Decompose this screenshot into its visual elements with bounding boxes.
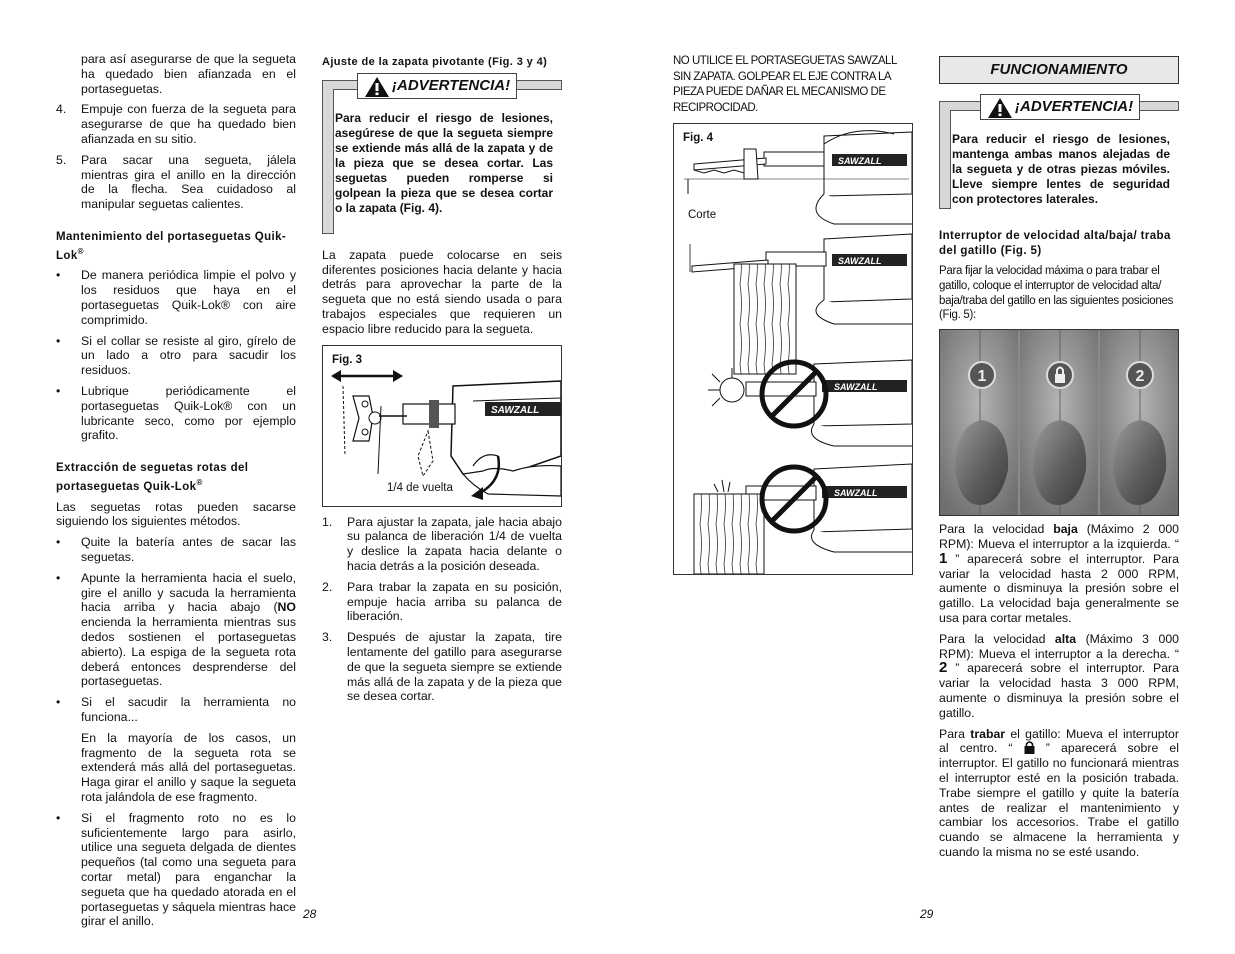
list-item — [56, 535, 296, 565]
bullet: • — [56, 570, 61, 585]
list-item-text: Quite la batería antes de sacar las seguetas. — [81, 535, 296, 564]
warning-box — [322, 76, 562, 234]
step-4 — [56, 102, 296, 146]
text-run: Para la velocidad — [939, 522, 1054, 537]
left-page-column-2 — [322, 52, 562, 710]
maintenance-heading-text: Mantenimiento del portaseguetas Quik-Lok — [56, 230, 287, 262]
registered-mark: ® — [77, 246, 84, 256]
text-run: (Máximo 2 000 RPM): Mueva el interruptor a la izquierda. “ — [939, 522, 1179, 551]
step-text: Para sacar una segueta, jálela mientras gira el anillo en la dirección de la flecha. Sea cuidadoso al manipular seguetas calientes. — [81, 152, 296, 212]
warning-body: Para reducir el riesgo de lesiones, mantenga ambas manos alejadas de la segueta y de otras piezas móviles. Lleve siempre lentes de seguridad con protectores laterales. — [952, 132, 1170, 206]
text-run: ” aparecerá sobre el interruptor. Para variar la velocidad hasta 2 000 RPM, aumente o disminuya la presión sobre el gatillo. La velocidad baja generalmente se usa para cortar metales. — [939, 551, 1179, 625]
list-item — [56, 268, 296, 327]
registered-mark: ® — [196, 477, 203, 487]
bold-text: alta — [1054, 631, 1077, 646]
step-text: Después de ajustar la zapata, tire lentamente del gatillo para asegurarse de que la segueta siempre se extiende más allá de la zapata y de la pieza que se desea cortar. — [347, 630, 562, 704]
step-number: 3. — [322, 630, 333, 645]
text-run: (Máximo 3 000 RPM): Mueva el interruptor a la derecha. “ — [939, 631, 1179, 661]
photo-low-speed — [940, 330, 1018, 515]
list-item-text: Si el collar se resiste al giro, gírelo de un lado a otro para sacudir los residuos. — [81, 333, 296, 378]
left-page-column-1 — [56, 52, 296, 935]
brand-text: SAWZALL — [491, 404, 540, 416]
page-number: 28 — [303, 907, 317, 921]
list-item — [56, 334, 296, 378]
intro-text: para así asegurarse de que la segueta ha quedado bien afianzada en el portaseguetas. — [81, 52, 296, 96]
high-speed-paragraph — [939, 632, 1179, 721]
step-3 — [322, 630, 562, 704]
maintenance-heading — [56, 230, 296, 263]
warning-title — [980, 94, 1140, 120]
step-1 — [322, 515, 562, 574]
shoe-intro: La zapata puede colocarse en seis diferentes posiciones hacia delante y hacia detrás para aprovechar la parte de la segueta que no está siendo usada o para trabajos especiales que requieren un espacio libre reducido para la segueta. — [322, 247, 562, 336]
broken-blades-heading — [56, 461, 296, 494]
right-page-column-4 — [939, 52, 1179, 866]
bullet: • — [56, 383, 61, 398]
step-5 — [56, 153, 296, 212]
saw-cutting-illustration — [674, 124, 912, 574]
step-number: 4. — [56, 102, 67, 117]
low-speed-paragraph — [939, 522, 1179, 626]
saw-drawing-4-prohibited — [694, 464, 912, 574]
bullet: • — [56, 333, 61, 348]
brand-text: SAWZALL — [838, 256, 882, 266]
text-run: el gatillo: Mueva el interruptor al centro. “ — [939, 726, 1179, 756]
lock-icon — [1024, 741, 1035, 754]
brand-text: SAWZALL — [834, 488, 878, 498]
figure-caption: 1/4 de vuelta — [387, 481, 453, 494]
list-item-text — [81, 571, 296, 689]
bold-text: trabar — [970, 726, 1006, 741]
speed-1-symbol: 1 — [939, 549, 948, 567]
switch-photos — [940, 330, 1179, 515]
warning-box — [939, 98, 1179, 209]
speed-2-symbol: 2 — [939, 659, 948, 677]
warning-title-text: ¡ADVERTENCIA! — [392, 76, 511, 94]
list-item-text: De manera periódica limpie el polvo y los residuos que haya en el portaseguetas Quik-Lok® con aire comprimido. — [81, 268, 296, 327]
list-item-text: Si el sacudir la herramienta no funciona... — [81, 695, 296, 724]
step-number: 1. — [322, 514, 333, 529]
photo-locked — [1020, 330, 1098, 515]
speed-2-label: 2 — [1135, 368, 1145, 386]
warning-title — [357, 73, 517, 99]
warning-body: Para reducir el riesgo de lesiones, asegúrese de que la segueta siempre se extiende más allá de la zapata y de la pieza que se desea cortar. Las seguetas pueden romperse si golpean la pieza que se desea cortar o la zapata (Fig. 4). — [335, 110, 553, 215]
figure-4 — [673, 123, 913, 575]
step-text: Para ajustar la zapata, jale hacia abajo su palanca de liberación 1/4 de vuelta y deslice la zapata hacia delante o hacia detrás a la posición deseada. — [347, 514, 562, 573]
pivot-shoe-heading: Ajuste de la zapata pivotante (Fig. 3 y 4) — [322, 56, 548, 68]
bold-text: NO — [277, 600, 296, 615]
warning-title-text: ¡ADVERTENCIA! — [1015, 98, 1134, 115]
warning-triangle-icon — [364, 76, 390, 98]
right-page-column-3 — [673, 52, 913, 575]
brand-text: SAWZALL — [834, 382, 878, 392]
switch-heading: Interruptor de velocidad alta/baja/ traba del gatillo (Fig. 5) — [939, 230, 1171, 257]
warning-triangle-icon — [987, 97, 1013, 119]
list-item — [56, 384, 296, 443]
list-item-text: Si el fragmento roto no es lo suficientemente largo para asirlo, utilice una segueta delgada de dientes pequeños (tal como una segueta para cortar metal) para enganchar la segueta que ha quedado atorada en el portaseguetas y sáquela mientras hace girar el anillo. — [81, 810, 296, 929]
list-item — [56, 695, 296, 725]
figure-5 — [939, 329, 1179, 516]
continuation-text: En la mayoría de los casos, un fragmento de la segueta rota se extenderá más allá del portaseguetas. Haga girar el anillo y saque la segueta rota jalándola de ese fragmento. — [81, 730, 296, 804]
text-run: encienda la herramienta mientras sus dedos sostienen el portaseguetas abierto). La espiga de la segueta rota deberá entonces desprenderse del portaseguetas. — [81, 615, 296, 689]
step-2 — [322, 580, 562, 624]
list-item — [56, 811, 296, 929]
step-text: Empuje con fuerza de la segueta para asegurarse de que ha quedado bien afianzada en su sitio. — [81, 102, 296, 146]
text-run: ” aparecerá sobre el interruptor. El gatillo no funcionará mientras el interruptor esté en la posición trabada. Trabe siempre el gatillo y quite la batería antes de realizar el mantenimiento y cambiar los accesorios. Trabe el gatillo cuando se almacene la herramienta y cuando la misma no se esté usando. — [939, 741, 1180, 859]
figure-3 — [322, 345, 562, 507]
list-item — [56, 571, 296, 689]
figure-label: Fig. 3 — [332, 353, 363, 366]
step-number: 2. — [322, 579, 333, 594]
broken-intro: Las seguetas rotas pueden sacarse siguiendo los siguientes métodos. — [56, 499, 296, 529]
step-text: Para trabar la zapata en su posición, empuje hacia arriba su palanca de liberación. — [347, 579, 562, 624]
switch-intro: Para fijar la velocidad máxima o para trabar el gatillo, coloque el interruptor de velocidad alta/ baja/traba del gatillo en las siguientes posiciones (Fig. 5): — [939, 265, 1174, 322]
text-run: Para — [939, 726, 971, 741]
section-title: FUNCIONAMIENTO — [939, 56, 1179, 84]
bullet: • — [56, 810, 61, 825]
photo-high-speed — [1100, 330, 1179, 515]
text-run: ” aparecerá sobre el interruptor. Para variar la velocidad hasta 3 000 RPM, aumente o disminuya la presión sobre el gatillo. — [939, 661, 1179, 720]
figure-caption: Corte — [688, 209, 717, 221]
text-run: Para la velocidad — [939, 631, 1055, 646]
saw-drawing-2 — [690, 234, 912, 374]
bullet: • — [56, 535, 61, 550]
bold-text: baja — [1053, 522, 1078, 537]
shoe-notice: NO UTILICE EL PORTASEGUETAS SAWZALL SIN ZAPATA. GOLPEAR EL EJE CONTRA LA PIEZA PUEDE DAÑAR EL MECANISMO DE RECIPROCIDAD. — [673, 55, 897, 114]
figure-label: Fig. 4 — [683, 132, 714, 144]
step-number: 5. — [56, 152, 67, 167]
text-run: Apunte la herramienta hacia el suelo, gire el anillo y sacuda la herramienta hacia arriba y hacia abajo ( — [81, 570, 296, 615]
bullet: • — [56, 268, 61, 283]
speed-1-label: 1 — [977, 368, 987, 386]
lock-paragraph — [939, 727, 1179, 860]
list-item-text: Lubrique periódicamente el portaseguetas Quik-Lok® con un lubricante seco, como por ejemplo grafito. — [81, 383, 296, 443]
saw-drawing-1 — [694, 131, 912, 224]
bullet: • — [56, 695, 61, 710]
brand-text: SAWZALL — [838, 156, 882, 166]
broken-blades-heading-text: Extracción de seguetas rotas del portaseguetas Quik-Lok — [56, 462, 249, 493]
page-number: 29 — [920, 907, 934, 921]
